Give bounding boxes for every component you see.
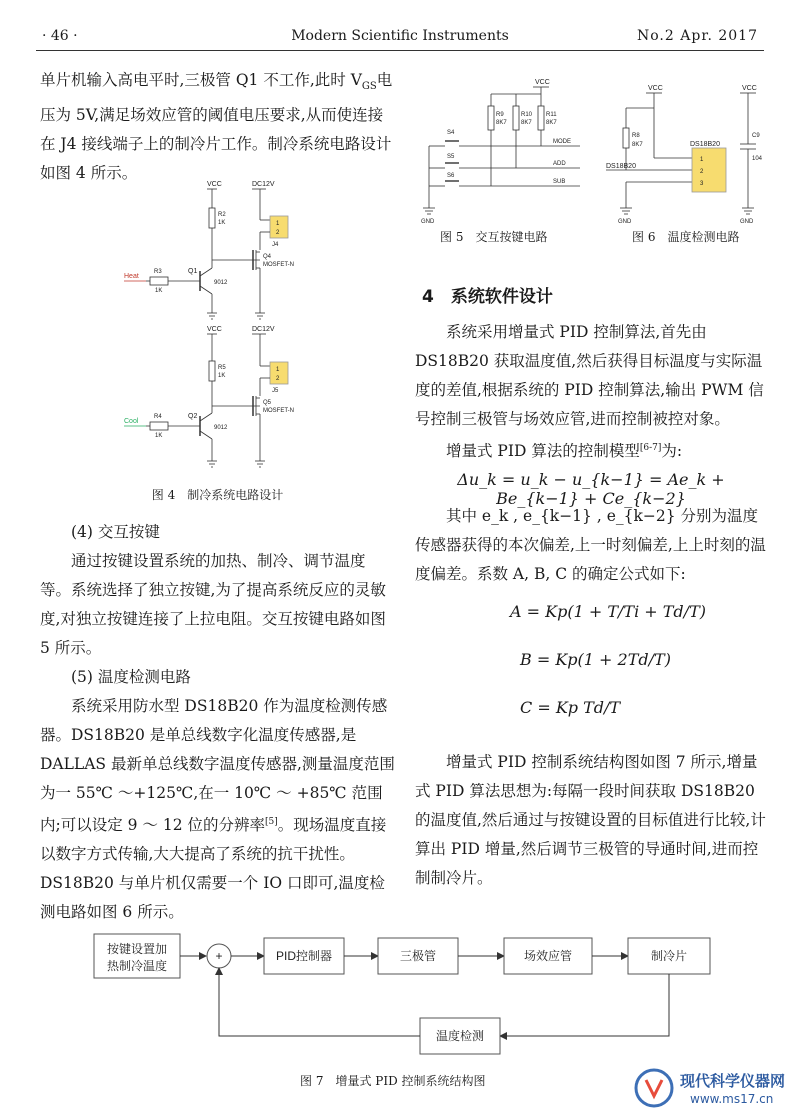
header-rule — [36, 50, 764, 51]
s6-label: S6 — [447, 173, 455, 179]
page-number: · 46 · — [42, 28, 78, 44]
s5-label: S5 — [447, 154, 455, 160]
q2-type: 9012 — [214, 425, 228, 431]
fig6-gnd-1: GND — [618, 219, 632, 225]
sum-sign: + — [215, 949, 223, 963]
j4-label: J4 — [272, 242, 279, 248]
fig5-vcc: VCC — [535, 79, 550, 86]
figure-6-caption: 图 6 温度检测电路 — [632, 230, 740, 244]
q2-label: Q2 — [188, 413, 198, 420]
sub-label: SUB — [553, 179, 566, 185]
c9-value: 104 — [752, 156, 763, 162]
setpoint-text-2: 热制冷温度 — [106, 959, 168, 973]
setpoint-text-1: 按键设置加 — [106, 942, 168, 956]
r5-label: R5 — [218, 365, 226, 371]
s4-label: S4 — [447, 130, 455, 136]
ref-6-7: [6-7] — [639, 443, 662, 453]
r10-value: 8K7 — [521, 120, 532, 126]
mosfet-text: 场效应管 — [523, 949, 573, 963]
j4-pin2: 2 — [276, 230, 280, 236]
j5-pin1: 1 — [276, 367, 280, 373]
transistor-text: 三极管 — [399, 949, 437, 963]
chip-label: DS18B20 — [690, 141, 720, 148]
fig6-vcc-2: VCC — [742, 85, 757, 92]
formula-a: A = Kp(1 + T/Ti + Td/T) — [510, 602, 706, 621]
heat-label: Heat — [124, 273, 139, 280]
fig5-gnd: GND — [421, 219, 435, 225]
formula-c: C = Kp Td/T — [520, 698, 621, 717]
r10-label: R10 — [521, 112, 533, 118]
ds18b20-net-label: DS18B20 — [606, 163, 636, 170]
dc12v-label-1: DC12V — [252, 181, 275, 188]
vcc-label: VCC — [207, 181, 222, 188]
right-paragraph-1: 系统采用增量式 PID 控制算法,首先由 DS18B20 获取温度值,然后获得目标温度与实际温度的差值,根据系统的 PID 控制算法,输出 PWM 信号控制三极管与场效应管,进而控制被控对象。 增量式 PID 算法的控制模型[6-7]为: — [415, 323, 764, 461]
j5-pin2: 2 — [276, 376, 280, 382]
chip-pin1: 1 — [700, 157, 704, 163]
cooler-text: 制冷片 — [650, 949, 688, 963]
r2-value: 1K — [218, 220, 226, 226]
r8-value: 8K7 — [632, 142, 643, 148]
temp-detect-text: 系统采用防水型 DS18B20 作为温度检测传感器。DS18B20 是单总线数字化温度传感器,是 DALLAS 最新单总线数字温度传感器,测量温度范围为一 55℃ ～+125℃,在一 10℃ ～ +85℃ 范围内;可以设定 9 ～ 12 位的分辨率 — [40, 697, 395, 835]
ref-5: [5] — [265, 817, 278, 827]
r3-value: 1K — [155, 288, 163, 294]
r11-label: R11 — [546, 112, 557, 118]
chip-pin3: 3 — [700, 181, 704, 187]
mode-label: MODE — [553, 139, 571, 145]
watermark-url: www.ms17.cn — [690, 1092, 774, 1106]
q5-label: Q5 — [263, 400, 272, 406]
heading-interactive-keys: (4) 交互按键 — [71, 523, 160, 541]
figure-6-circuit — [596, 82, 766, 227]
formula-b: B = Kp(1 + 2Td/T) — [520, 650, 671, 669]
heading-temp-detect: (5) 温度检测电路 — [71, 668, 191, 686]
watermark-logo-icon — [632, 1066, 676, 1110]
r4-label: R4 — [154, 414, 162, 420]
chip-pin2: 2 — [700, 169, 704, 175]
c9-label: C9 — [752, 133, 760, 139]
r9-value: 8K7 — [496, 120, 507, 126]
q4-type: MOSFET-N — [263, 262, 294, 268]
figure-7-caption: 图 7 增量式 PID 控制系统结构图 — [300, 1074, 486, 1088]
q4-label: Q4 — [263, 254, 272, 260]
section-heading: 4 系统软件设计 — [422, 287, 553, 307]
q1-type: 9012 — [214, 280, 228, 286]
add-label: ADD — [553, 161, 566, 167]
r9-label: R9 — [496, 112, 504, 118]
right-paragraph-3: 增量式 PID 控制系统结构图如图 7 所示,增量式 PID 算法思想为:每隔一段时间获取 DS18B20 的温度值,然后通过与按键设置的目标值进行比较,计算出 PID 增量,然后调节三极管的导通时间,进而控制制冷片。 — [415, 753, 766, 887]
r11-value: 8K7 — [546, 120, 557, 126]
watermark-name: 现代科学仪器网 — [680, 1072, 786, 1090]
fig6-gnd-2: GND — [740, 219, 754, 225]
figure-4-caption: 图 4 制冷系统电路设计 — [151, 488, 284, 502]
right-paragraph-2: 其中 e_k , e_{k−1} , e_{k−2} 分别为温度传感器获得的本次偏差,上一时刻偏差,上上时刻的温度偏差。系数 A, B, C 的确定公式如下: — [415, 507, 766, 583]
q1-label: Q1 — [188, 268, 198, 275]
left-paragraph-2: (4) 交互按键 通过按键设置系统的加热、制冷、调节温度等。系统选择了独立按键,为了提高系统反应的灵敏度,对独立按键连接了上拉电阻。交互按键电路如图 5 所示。 (5) 温度检测电路 系统采用防水型 DS18B20 作为温度检测传感器。DS18B20 是单总线数字化温度传感器,是 DALLAS 最新单总线数字温度传感器,测量温度范围为一 55℃ ～+125℃,在一 10℃ ～ +85℃ 范围内;可以设定 9 ～ 12 位的分辨率[5]。现场温度直接以数字方式传输,大大提高了系统的抗干扰性。DS18B20 与单片机仅需要一个 IO 口即可,温度检测电路如图 6 所示。 — [40, 518, 395, 927]
sensor-text: 温度检测 — [435, 1029, 485, 1043]
j4-pin1: 1 — [276, 221, 280, 227]
pid-text: PID控制器 — [275, 949, 333, 963]
j5-label: J5 — [272, 388, 279, 394]
vcc-label-2: VCC — [207, 326, 222, 333]
r4-value: 1K — [155, 433, 163, 439]
figure-4-circuit — [110, 178, 360, 483]
r5-value: 1K — [218, 373, 226, 379]
dc12v-label-2: DC12V — [252, 326, 275, 333]
fig6-vcc-1: VCC — [648, 85, 663, 92]
issue-info: No.2 Apr. 2017 — [637, 28, 758, 44]
interactive-keys-text: 通过按键设置系统的加热、制冷、调节温度等。系统选择了独立按键,为了提高系统反应的灵敏度,对独立按键连接了上拉电阻。交互按键电路如图 5 所示。 — [40, 552, 386, 657]
left-paragraph-1: 单片机输入高电平时,三极管 Q1 不工作,此时 $V_{GS}$电压为 5V,满足场效应管的阈值电压要求,从而使连接在 J4 接线端子上的制冷片工作。制冷系统电路设计如图 4 所示。 — [40, 71, 393, 183]
formula-delta-u: Δu_k = u_k − u_{k−1} = Ae_k + Be_{k−1} + Ce_{k−2} — [457, 470, 725, 508]
r2-label: R2 — [218, 212, 226, 218]
figure-5-circuit — [415, 76, 590, 226]
r8-label: R8 — [632, 133, 640, 139]
figure-5-caption: 图 5 交互按键电路 — [440, 230, 548, 244]
figure-7-diagram — [80, 920, 720, 1060]
q5-type: MOSFET-N — [263, 408, 294, 414]
r3-label: R3 — [154, 269, 162, 275]
journal-title: Modern Scientific Instruments — [291, 28, 509, 44]
cool-label: Cool — [124, 418, 139, 425]
